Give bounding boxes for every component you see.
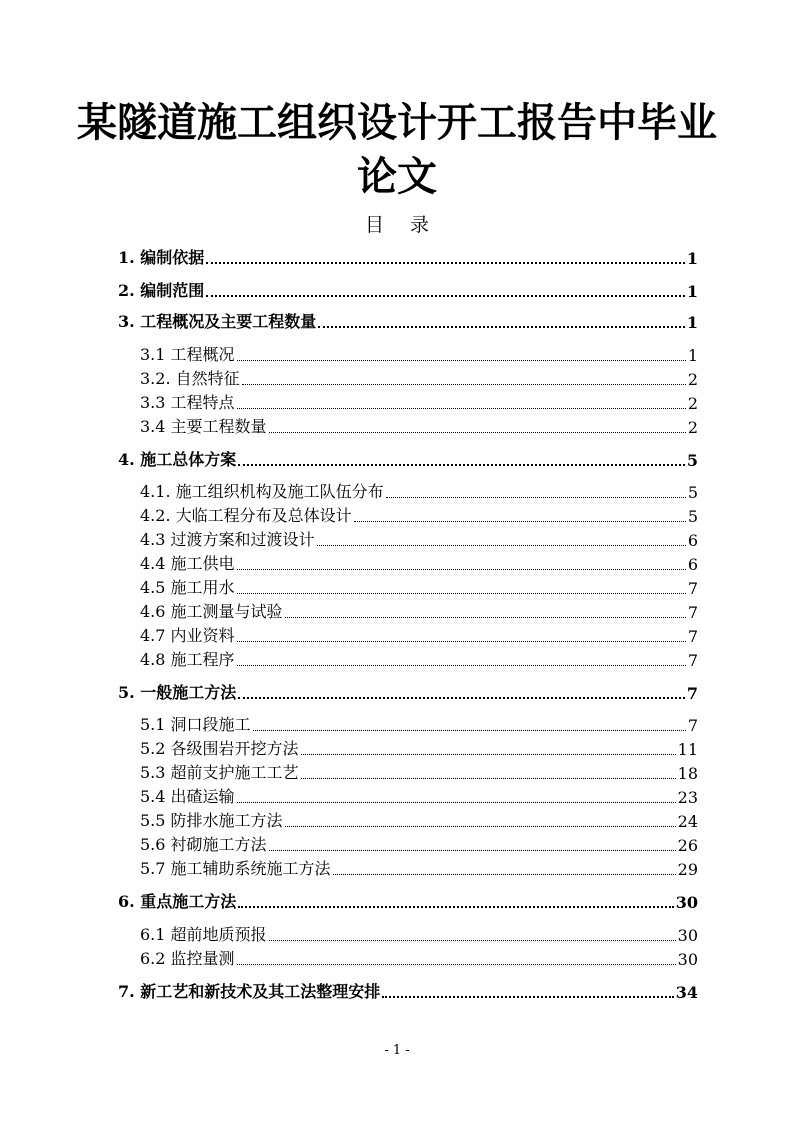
toc-subentry[interactable]	[140, 809, 698, 831]
toc-entry-label: 4.7 内业资料	[140, 626, 235, 645]
toc-entry-label: 5.5 防排水施工方法	[140, 811, 283, 830]
toc-page-number: 2	[687, 418, 698, 437]
toc-entry-label: 5.2 各级围岩开挖方法	[140, 739, 299, 758]
toc-leader-dots	[269, 940, 676, 941]
toc-entry-label: 4. 施工总体方案	[118, 450, 237, 469]
toc-entry-label: 2. 编制范围	[118, 281, 205, 300]
toc-page-number: 6	[687, 531, 698, 550]
toc-leader-dots	[301, 778, 676, 779]
toc-entry-label: 5.6 衬砌施工方法	[140, 835, 267, 854]
toc-entry-label: 4.6 施工测量与试验	[140, 602, 283, 621]
toc-entry-label: 3.2. 自然特征	[140, 369, 240, 388]
toc-leader-dots	[237, 360, 686, 361]
toc-page-number: 7	[686, 684, 698, 703]
toc-subentry[interactable]	[140, 504, 698, 526]
toc-subentry[interactable]	[140, 761, 698, 783]
toc-page-number: 30	[675, 893, 698, 912]
toc-page-number: 34	[675, 983, 698, 1002]
toc-entry-label: 3.4 主要工程数量	[140, 417, 267, 436]
toc-entry[interactable]	[118, 681, 698, 703]
toc-page-number: 5	[687, 507, 698, 526]
toc-subentry[interactable]	[140, 923, 698, 945]
toc-leader-dots	[238, 906, 673, 908]
toc-subentry[interactable]	[140, 624, 698, 646]
toc-subentry[interactable]	[140, 833, 698, 855]
toc-leader-dots	[237, 964, 676, 965]
toc-entry[interactable]	[118, 980, 698, 1002]
toc-page-number: 7	[687, 716, 698, 735]
toc-subentry[interactable]	[140, 947, 698, 969]
toc-page-number: 6	[687, 555, 698, 574]
toc-entry-label: 7. 新工艺和新技术及其工法整理安排	[118, 982, 381, 1001]
toc-entry-label: 3.1 工程概况	[140, 345, 235, 364]
toc-entry[interactable]	[118, 448, 698, 470]
toc-leader-dots	[354, 521, 686, 522]
toc-entry-label: 5.3 超前支护施工工艺	[140, 763, 299, 782]
toc-leader-dots	[242, 384, 686, 385]
toc-leader-dots	[301, 754, 676, 755]
toc-entry-label: 6. 重点施工方法	[118, 892, 237, 911]
toc-entry-label: 3. 工程概况及主要工程数量	[118, 312, 317, 331]
toc-subentry[interactable]	[140, 648, 698, 670]
toc-entry-label: 4.8 施工程序	[140, 650, 235, 669]
toc-subentry[interactable]	[140, 367, 698, 389]
title-line-1: 某隧道施工组织设计开工报告中毕业	[77, 100, 717, 146]
toc-page-number: 23	[677, 788, 698, 807]
toc-subentry[interactable]	[140, 576, 698, 598]
toc-page-number: 2	[687, 394, 698, 413]
toc-page-number: 1	[686, 282, 698, 301]
toc-leader-dots	[237, 665, 686, 666]
toc-heading: 目录	[364, 214, 455, 236]
toc-subentry[interactable]	[140, 713, 698, 735]
toc-entry-label: 1. 编制依据	[118, 248, 205, 267]
toc-entry-label: 3.3 工程特点	[140, 393, 235, 412]
title-line-2: 论文	[357, 154, 437, 200]
toc-page-number: 7	[687, 603, 698, 622]
toc-leader-dots	[269, 432, 686, 433]
toc-page-number: 29	[677, 860, 698, 879]
toc-subentry[interactable]	[140, 857, 698, 879]
toc-leader-dots	[285, 826, 676, 827]
toc-page-number: 30	[677, 950, 698, 969]
toc-page-number: 26	[677, 836, 698, 855]
toc-entry-label: 6.1 超前地质预报	[140, 925, 267, 944]
toc-subentry[interactable]	[140, 600, 698, 622]
toc-entry-label: 5.4 出碴运输	[140, 787, 235, 806]
toc-leader-dots	[382, 996, 673, 998]
toc-subentry[interactable]	[140, 737, 698, 759]
toc-leader-dots	[269, 850, 676, 851]
toc-page-number: 1	[686, 313, 698, 332]
toc-page-number: 2	[687, 370, 698, 389]
toc-subentry[interactable]	[140, 415, 698, 437]
toc-subentry[interactable]	[140, 480, 698, 502]
toc-entry-label: 6.2 监控量测	[140, 949, 235, 968]
toc-entry-label: 4.3 过渡方案和过渡设计	[140, 530, 315, 549]
toc-leader-dots	[237, 593, 686, 594]
toc-leader-dots	[237, 802, 676, 803]
toc-entry-label: 4.5 施工用水	[140, 578, 235, 597]
document-title	[60, 96, 734, 204]
toc-leader-dots	[333, 874, 676, 875]
toc-entry[interactable]	[118, 890, 698, 912]
toc-page-number: 7	[687, 627, 698, 646]
toc-page-number: 24	[677, 812, 698, 831]
toc-page-number: 1	[686, 249, 698, 268]
toc-entry-label: 4.1. 施工组织机构及施工队伍分布	[140, 482, 384, 501]
toc-page-number: 1	[687, 346, 698, 365]
toc-leader-dots	[206, 295, 685, 297]
toc-leader-dots	[237, 408, 686, 409]
toc-entry-label: 5.1 洞口段施工	[140, 715, 251, 734]
toc-subentry[interactable]	[140, 343, 698, 365]
toc-leader-dots	[237, 641, 686, 642]
toc-page-number: 5	[686, 451, 698, 470]
toc-page-number: 7	[687, 579, 698, 598]
toc-leader-dots	[253, 730, 686, 731]
toc-leader-dots	[285, 617, 686, 618]
toc-page-number: 7	[687, 651, 698, 670]
toc-entry[interactable]	[118, 246, 698, 268]
toc-leader-dots	[238, 697, 685, 699]
toc-page-number: 18	[677, 764, 698, 783]
page-number-footer: - 1 -	[384, 1043, 410, 1058]
toc-leader-dots	[317, 545, 686, 546]
toc-entry[interactable]	[118, 310, 698, 332]
toc-subentry[interactable]	[140, 528, 698, 550]
toc-page-number: 11	[677, 740, 698, 759]
toc-entry-label: 4.4 施工供电	[140, 554, 235, 573]
toc-subentry[interactable]	[140, 552, 698, 574]
toc-leader-dots	[318, 326, 685, 328]
toc-leader-dots	[237, 569, 686, 570]
toc-entry-label: 5.7 施工辅助系统施工方法	[140, 859, 331, 878]
toc-subentry[interactable]	[140, 785, 698, 807]
toc-entry[interactable]	[118, 279, 698, 301]
toc-entry-label: 5. 一般施工方法	[118, 683, 237, 702]
toc-leader-dots	[238, 464, 685, 466]
toc-page-number: 30	[677, 926, 698, 945]
toc-page-number: 5	[687, 483, 698, 502]
toc-entry-label: 4.2. 大临工程分布及总体设计	[140, 506, 352, 525]
toc-leader-dots	[206, 262, 685, 264]
toc-subentry[interactable]	[140, 391, 698, 413]
toc-leader-dots	[386, 497, 686, 498]
